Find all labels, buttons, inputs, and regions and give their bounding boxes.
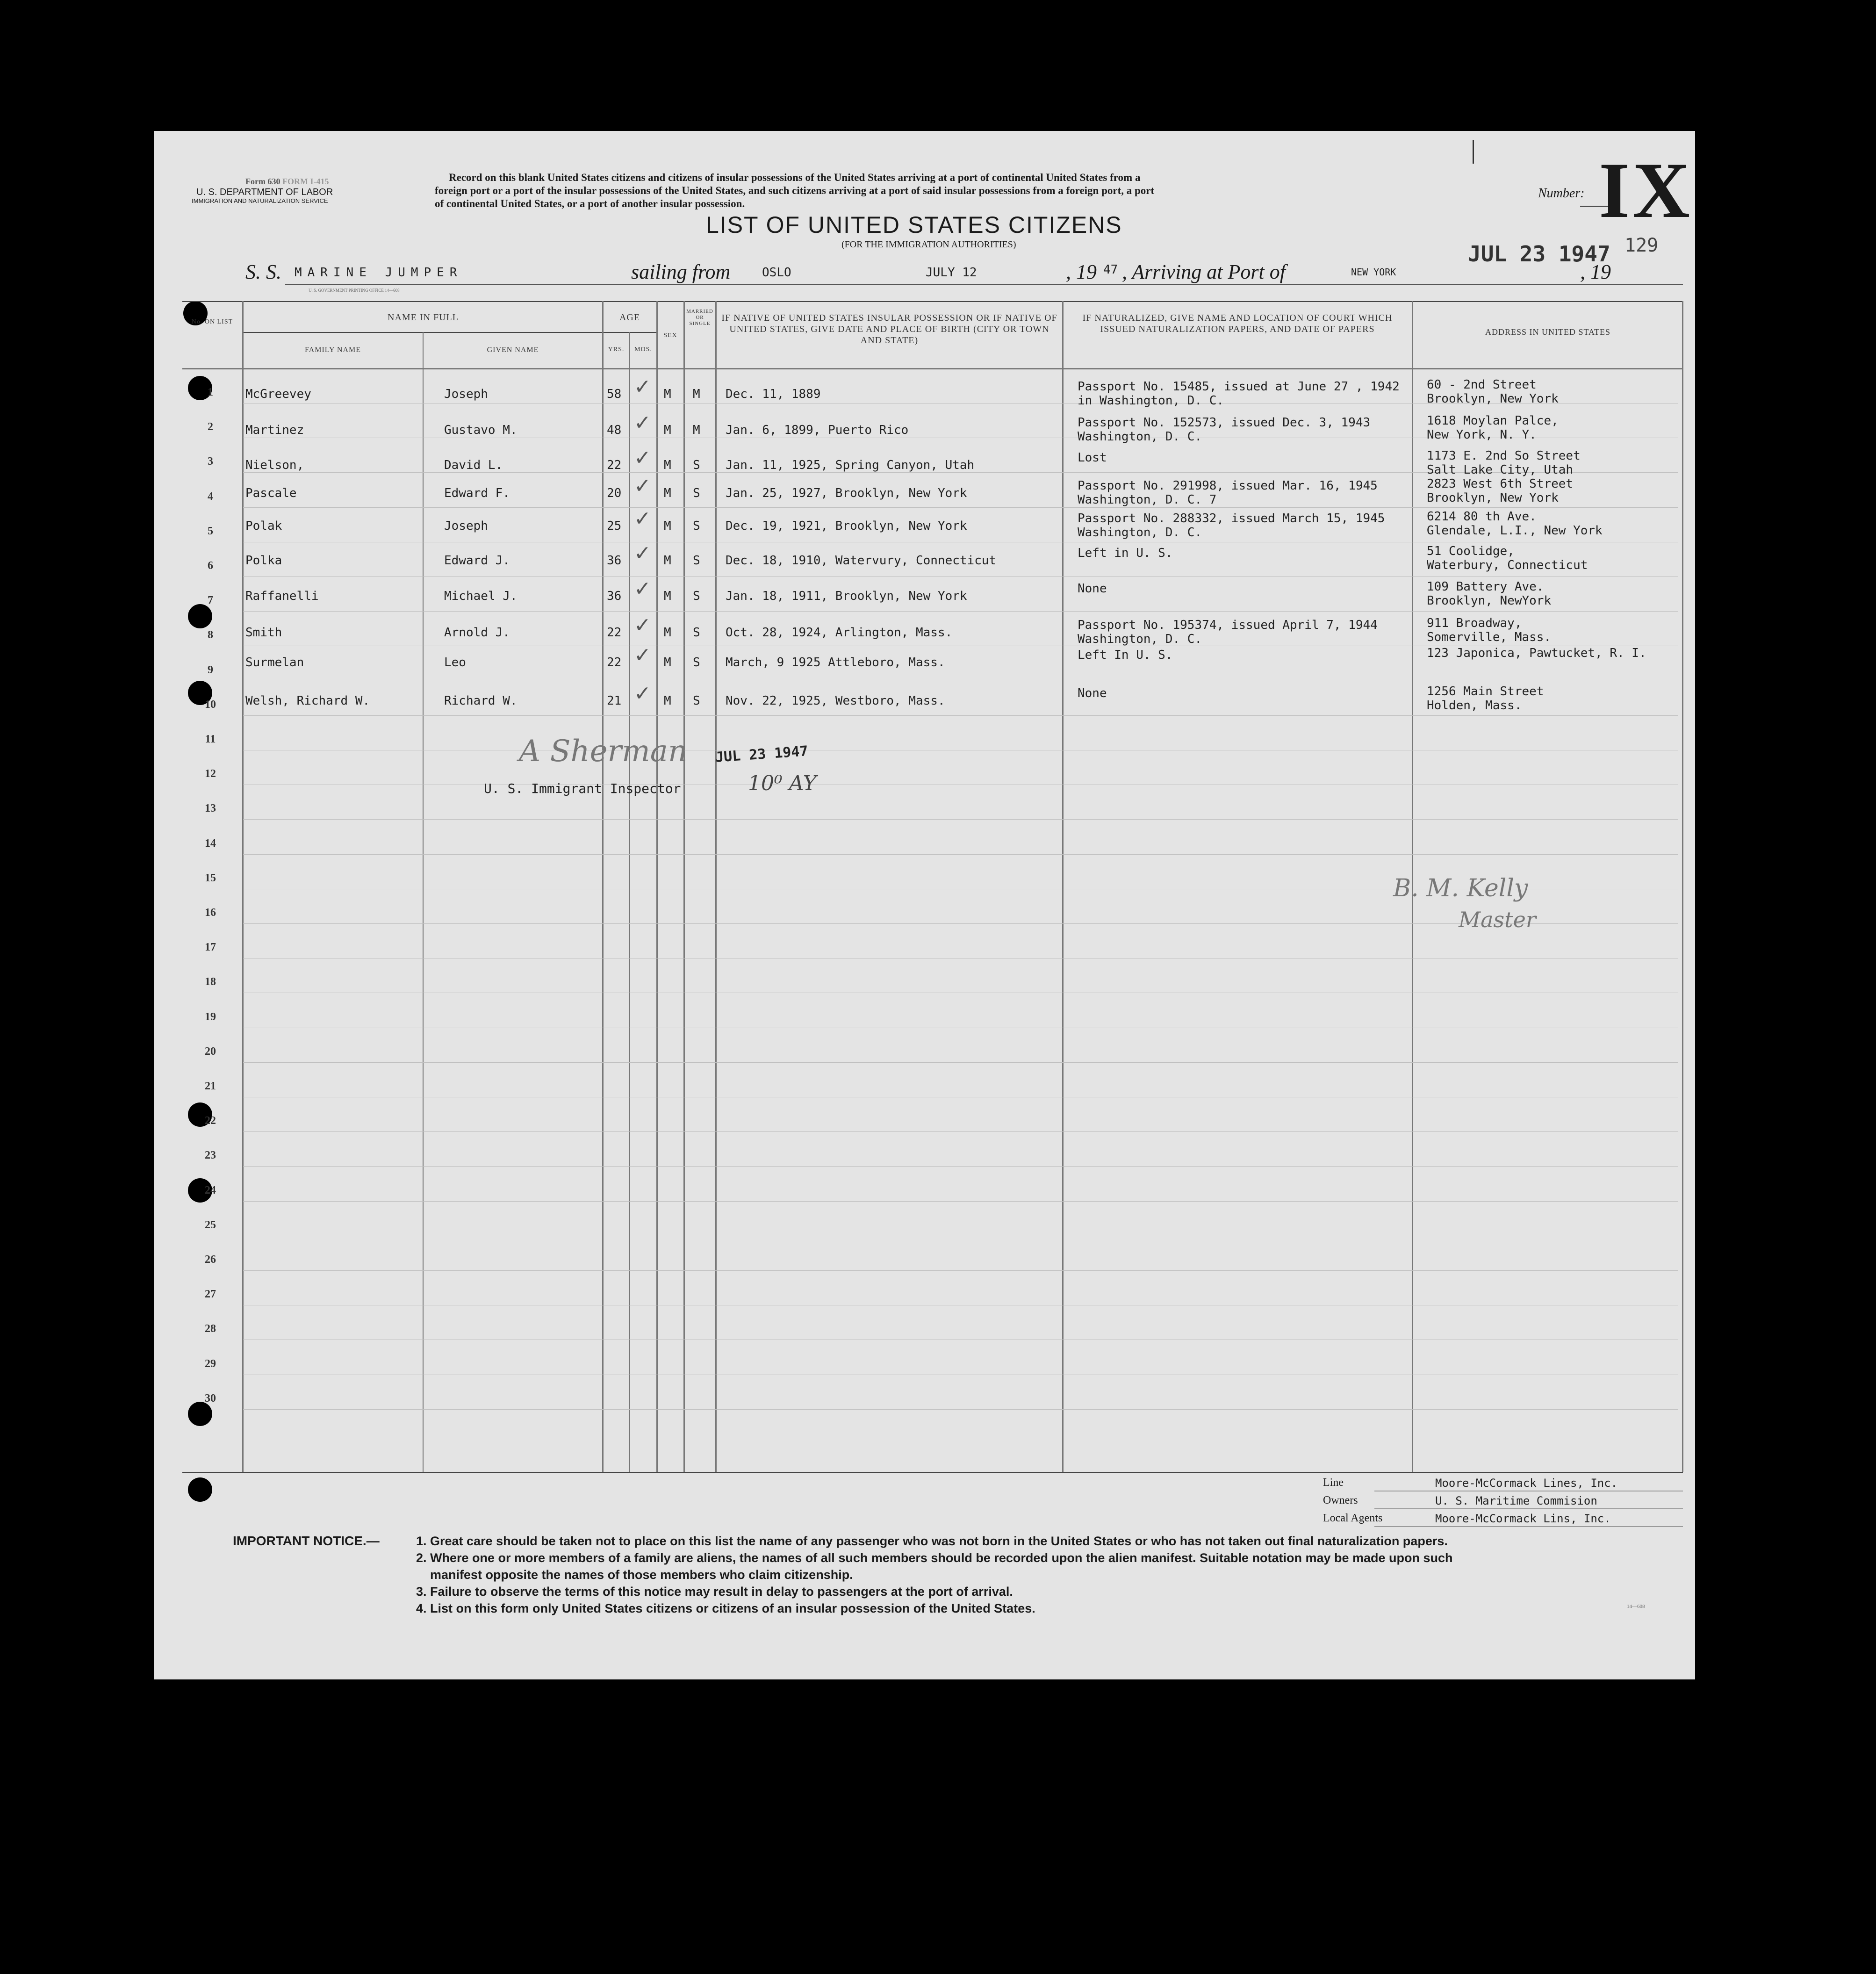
punch-hole: [188, 1402, 212, 1426]
checkmark-icon: ✓: [634, 507, 651, 530]
naturalization-line: Passport No. 15485, issued at June 27 , 1942: [1078, 380, 1400, 394]
age-years: 36: [607, 589, 622, 603]
col-line: [602, 301, 604, 1472]
family-name: Pascale: [245, 486, 297, 500]
birth-info: Jan. 6, 1899, Puerto Rico: [726, 423, 909, 437]
line-number: 12: [205, 768, 216, 780]
family-name: Polka: [245, 554, 282, 568]
given-name: Gustavo M.: [444, 423, 518, 437]
line-number: 21: [205, 1080, 216, 1092]
table-top: [182, 301, 1683, 302]
notice-heading: IMPORTANT NOTICE.—: [233, 1534, 380, 1548]
row-rule: [243, 1166, 1678, 1167]
col-header-address: ADDRESS IN UNITED STATES: [1485, 327, 1611, 337]
form-id: Form 630 FORM I-415: [245, 177, 329, 186]
naturalization-line: Passport No. 195374, issued April 7, 1944: [1078, 618, 1378, 632]
notice-item: 4. List on this form only United States citizens or citizens of an insular possession of the United States.: [416, 1601, 1035, 1615]
line-number: 30: [205, 1392, 216, 1405]
row-rule: [243, 611, 1678, 612]
age-years: 22: [607, 656, 622, 670]
col-header-given-name: GIVEN NAME: [487, 346, 539, 354]
family-name: Surmelan: [245, 656, 304, 670]
given-name: Arnold J.: [444, 626, 510, 640]
sex: M: [664, 554, 671, 568]
address-line: 123 Japonica, Pawtucket, R. I.: [1427, 646, 1646, 660]
given-name: Richard W.: [444, 694, 518, 708]
row-rule: [243, 1131, 1678, 1132]
line-number: 11: [205, 733, 216, 745]
notice-item: manifest opposite the names of those members who claim citizenship.: [430, 1568, 853, 1582]
row-rule: [243, 1201, 1678, 1202]
marital-status: M: [693, 423, 700, 437]
birth-info: Jan. 11, 1925, Spring Canyon, Utah: [726, 458, 975, 472]
table-bottom: [182, 1472, 1683, 1473]
departure-port: OSLO: [762, 266, 791, 280]
address-line: 2823 West 6th Street: [1427, 477, 1574, 491]
row-rule: [243, 854, 1678, 855]
ship-name: MARINE JUMPER: [295, 266, 463, 280]
birth-info: Jan. 25, 1927, Brooklyn, New York: [726, 486, 967, 500]
address-line: New York, N. Y.: [1427, 428, 1537, 442]
checkmark-icon: ✓: [634, 411, 651, 434]
age-years: 21: [607, 694, 622, 708]
service: IMMIGRATION AND NATURALIZATION SERVICE: [192, 197, 328, 204]
agents-rule: [1374, 1526, 1683, 1527]
line-number: 18: [205, 976, 216, 988]
checkmark-icon: ✓: [634, 644, 651, 667]
line-number: 4: [208, 490, 213, 503]
sailing-label: sailing from: [631, 260, 731, 283]
address-line: Brooklyn, New York: [1427, 491, 1559, 505]
voyage-underline: [285, 284, 1683, 285]
birth-info: Jan. 18, 1911, Brooklyn, New York: [726, 589, 967, 603]
vertical-mark: [1473, 140, 1474, 164]
col-header-age: AGE: [619, 312, 640, 323]
arriving-label: , Arriving at Port of: [1122, 260, 1286, 283]
naturalization-line: Left in U. S.: [1078, 546, 1173, 560]
line-number: 15: [205, 872, 216, 884]
address-line: 1256 Main Street: [1427, 684, 1544, 699]
address-line: 109 Battery Ave.: [1427, 580, 1544, 594]
age-years: 22: [607, 626, 622, 640]
age-years: 25: [607, 519, 622, 533]
punch-hole: [188, 604, 212, 628]
naturalization-line: Left In U. S.: [1078, 648, 1173, 662]
line-number: 6: [208, 560, 213, 572]
age-years: 36: [607, 554, 622, 568]
owners-rule: [1374, 1508, 1683, 1509]
header-bottom: [182, 368, 1683, 369]
year: 47: [1103, 263, 1118, 277]
marital-status: S: [693, 486, 700, 500]
checkmark-icon: ✓: [634, 542, 651, 565]
birth-info: Nov. 22, 1925, Westboro, Mass.: [726, 694, 945, 708]
checkmark-icon: ✓: [634, 447, 651, 469]
page-title: LIST OF UNITED STATES CITIZENS: [706, 212, 1122, 238]
sex: M: [664, 626, 671, 640]
age-years: 58: [607, 387, 622, 401]
col-line: [629, 332, 630, 1472]
line-number: 14: [205, 837, 216, 850]
year-prefix: , 19: [1066, 260, 1097, 283]
sex: M: [664, 589, 671, 603]
sex: M: [664, 656, 671, 670]
col-header-no: No. ON LIST: [191, 318, 233, 325]
birth-info: Oct. 28, 1924, Arlington, Mass.: [726, 626, 953, 640]
row-rule: [243, 576, 1678, 577]
family-name: Polak: [245, 519, 282, 533]
birth-info: Dec. 19, 1921, Brooklyn, New York: [726, 519, 967, 533]
manifest-sheet: [154, 131, 1695, 1679]
checkmark-icon: ✓: [634, 682, 651, 705]
row-rule: [243, 1062, 1678, 1063]
col-line: [656, 301, 658, 1472]
col-header-naturalized: IF NATURALIZED, GIVE NAME AND LOCATION OF COURT WHICH ISSUED NATURALIZATION PAPERS, AND DATE OF PAPERS: [1082, 313, 1393, 334]
family-name: McGreevey: [245, 387, 311, 401]
birth-info: Dec. 18, 1910, Watervury, Connecticut: [726, 554, 997, 568]
line-number: 23: [205, 1149, 216, 1161]
address-line: Somerville, Mass.: [1427, 630, 1552, 644]
naturalization-line: Lost: [1078, 451, 1107, 465]
col-line: [1682, 301, 1683, 1472]
line-number: 27: [205, 1288, 216, 1300]
birth-info: Dec. 11, 1889: [726, 387, 821, 401]
checkmark-icon: ✓: [634, 475, 651, 497]
given-name: David L.: [444, 458, 503, 472]
family-name: Martinez: [245, 423, 304, 437]
given-name: Leo: [444, 656, 466, 670]
address-line: 1173 E. 2nd So Street: [1427, 449, 1581, 463]
inspector-note: 10⁰ AY: [748, 771, 817, 795]
naturalization-line: None: [1078, 582, 1107, 596]
checkmark-icon: ✓: [634, 614, 651, 637]
naturalization-line: Washington, D. C.: [1078, 526, 1202, 540]
marital-status: S: [693, 589, 700, 603]
col-line: [423, 332, 424, 1472]
age-years: 48: [607, 423, 622, 437]
line-number: 10: [205, 699, 216, 711]
address-line: Salt Lake City, Utah: [1427, 463, 1574, 477]
sex: M: [664, 486, 671, 500]
printing-office: U. S. GOVERNMENT PRINTING OFFICE 14—608: [309, 288, 400, 293]
line-number: 3: [208, 455, 213, 468]
line-number: 20: [205, 1045, 216, 1058]
marital-status: S: [693, 519, 700, 533]
page-subtitle: (FOR THE IMMIGRATION AUTHORITIES): [841, 239, 1016, 250]
address-line: Waterbury, Connecticut: [1427, 558, 1588, 572]
naturalization-line: None: [1078, 686, 1107, 700]
owners-label: Owners: [1323, 1494, 1358, 1506]
punch-hole: [188, 1477, 212, 1502]
marital-status: S: [693, 458, 700, 472]
col-line: [242, 301, 244, 1472]
departure-date: JULY 12: [926, 266, 977, 280]
naturalization-line: in Washington, D. C.: [1078, 394, 1224, 408]
age-years: 20: [607, 486, 622, 500]
col-header-mos: MOS.: [634, 346, 652, 353]
col-line: [715, 301, 717, 1472]
marital-status: S: [693, 554, 700, 568]
inspector-signature: A Sherman: [519, 734, 688, 769]
line-number: 7: [208, 594, 213, 606]
col-header-name-in-full: NAME IN FULL: [388, 312, 459, 323]
address-line: Brooklyn, NewYork: [1427, 594, 1552, 608]
row-rule: [243, 507, 1678, 508]
agents-value: Moore-McCormack Lins, Inc.: [1435, 1512, 1611, 1525]
row-rule: [243, 715, 1678, 716]
sex: M: [664, 423, 671, 437]
col-line: [683, 301, 685, 1472]
notice-items: [416, 1533, 1453, 1617]
notice-item: 1. Great care should be taken not to place on this list the name of any passenger who was not born in the United States or who has not taken out final naturalization papers.: [416, 1534, 1448, 1548]
family-name: Raffanelli: [245, 589, 319, 603]
owners-value: U. S. Maritime Commision: [1435, 1494, 1597, 1507]
stamp-number: 129: [1624, 235, 1659, 256]
naturalization-line: Passport No. 152573, issued Dec. 3, 1943: [1078, 416, 1371, 430]
family-name: Nielson,: [245, 458, 304, 472]
birth-info: March, 9 1925 Attleboro, Mass.: [726, 656, 945, 670]
line-number: 29: [205, 1358, 216, 1370]
line-number: 5: [208, 525, 213, 537]
given-name: Edward J.: [444, 554, 510, 568]
address-line: 51 Coolidge,: [1427, 544, 1515, 558]
instructions: Record on this blank United States citizens and citizens of insular possessions of the United States arriving at a port of continental United States from a foreign port or a port of the insular possessions of the United States, and such citizens arriving at a port of said insular possessions from a foreign port, a port of continental United States, or a port of another insular possession.: [435, 172, 1155, 209]
naturalization-line: Washington, D. C.: [1078, 430, 1202, 444]
master-signature: B. M. Kelly: [1393, 874, 1528, 902]
marital-status: S: [693, 694, 700, 708]
line-number: 1: [208, 386, 213, 398]
line-number: 22: [205, 1115, 216, 1127]
arrival-port: NEW YORK: [1351, 267, 1396, 278]
checkmark-icon: ✓: [634, 375, 651, 398]
checkmark-icon: ✓: [634, 577, 651, 600]
sex: M: [664, 458, 671, 472]
line-number: 28: [205, 1323, 216, 1335]
notice-item: 3. Failure to observe the terms of this notice may result in delay to passengers at the port of arrival.: [416, 1585, 1013, 1599]
address-line: Brooklyn, New York: [1427, 392, 1559, 406]
inspector-title: U. S. Immigrant Inspector: [484, 781, 681, 796]
line-number: 17: [205, 941, 216, 953]
ss-label: S. S.: [245, 260, 281, 283]
row-rule: [243, 1270, 1678, 1271]
marital-status: M: [693, 387, 700, 401]
line-number: 8: [208, 629, 213, 641]
address-line: 1618 Moylan Palce,: [1427, 414, 1559, 428]
master-title: Master: [1459, 907, 1536, 932]
notice-item: 2. Where one or more members of a family are aliens, the names of all such members should be recorded upon the alien manifest. Suitable notation may be made upon such: [416, 1551, 1453, 1565]
naturalization-line: Passport No. 291998, issued Mar. 16, 1945: [1078, 479, 1378, 493]
agents-label: Local Agents: [1323, 1512, 1383, 1524]
address-line: Holden, Mass.: [1427, 699, 1522, 713]
line-number: 25: [205, 1219, 216, 1231]
line-label: Line: [1323, 1477, 1344, 1489]
family-name: Welsh, Richard W.: [245, 694, 370, 708]
col-header-family-name: FAMILY NAME: [304, 346, 361, 354]
given-name: Michael J.: [444, 589, 518, 603]
given-name: Edward F.: [444, 486, 510, 500]
marital-status: S: [693, 656, 700, 670]
col-header-yrs: YRS.: [608, 346, 625, 353]
line-number: 13: [205, 802, 216, 814]
naturalization-line: Washington, D. C.: [1078, 632, 1202, 646]
year2: , 19: [1580, 260, 1611, 283]
line-number: 19: [205, 1011, 216, 1023]
address-line: 60 - 2nd Street: [1427, 378, 1537, 392]
date-stamp: JUL 23 1947: [1468, 241, 1610, 267]
line-number: 16: [205, 907, 216, 919]
family-name: Smith: [245, 626, 282, 640]
age-subhead-line: [603, 332, 657, 333]
department: U. S. DEPARTMENT OF LABOR: [196, 187, 333, 197]
number-value: IX: [1599, 146, 1693, 234]
sex: M: [664, 387, 671, 401]
line-number: 24: [205, 1184, 216, 1196]
naturalization-line: Passport No. 288332, issued March 15, 1945: [1078, 512, 1385, 526]
row-rule: [243, 1409, 1678, 1410]
sex: M: [664, 694, 671, 708]
marital-status: S: [693, 626, 700, 640]
col-header-birth: IF NATIVE OF UNITED STATES INSULAR POSSESSION OR IF NATIVE OF UNITED STATES, GIVE DATE AND PLACE OF BIRTH (CITY OR TOWN AND STATE): [721, 313, 1057, 346]
col-header-sex: SEX: [663, 332, 677, 339]
naturalization-line: Washington, D. C. 7: [1078, 493, 1217, 507]
row-rule: [243, 819, 1678, 820]
inspector-stamp: JUL 23 1947: [715, 743, 809, 766]
line-number: 2: [208, 421, 213, 433]
sex: M: [664, 519, 671, 533]
notice-code: 14—608: [1627, 1604, 1645, 1609]
given-name: Joseph: [444, 519, 488, 533]
address-line: 911 Broadway,: [1427, 616, 1522, 630]
address-line: 6214 80 th Ave.: [1427, 510, 1537, 524]
given-name: Joseph: [444, 387, 488, 401]
line-number: 9: [208, 664, 213, 676]
line-value: Moore-McCormack Lines, Inc.: [1435, 1477, 1618, 1490]
address-line: Glendale, L.I., New York: [1427, 524, 1603, 538]
col-header-married: MARRIED OR SINGLE: [686, 309, 713, 326]
line-number: 26: [205, 1254, 216, 1266]
col-line: [1062, 301, 1064, 1472]
name-subhead-line: [243, 332, 657, 333]
age-years: 22: [607, 458, 622, 472]
number-label: Number:: [1538, 186, 1585, 201]
